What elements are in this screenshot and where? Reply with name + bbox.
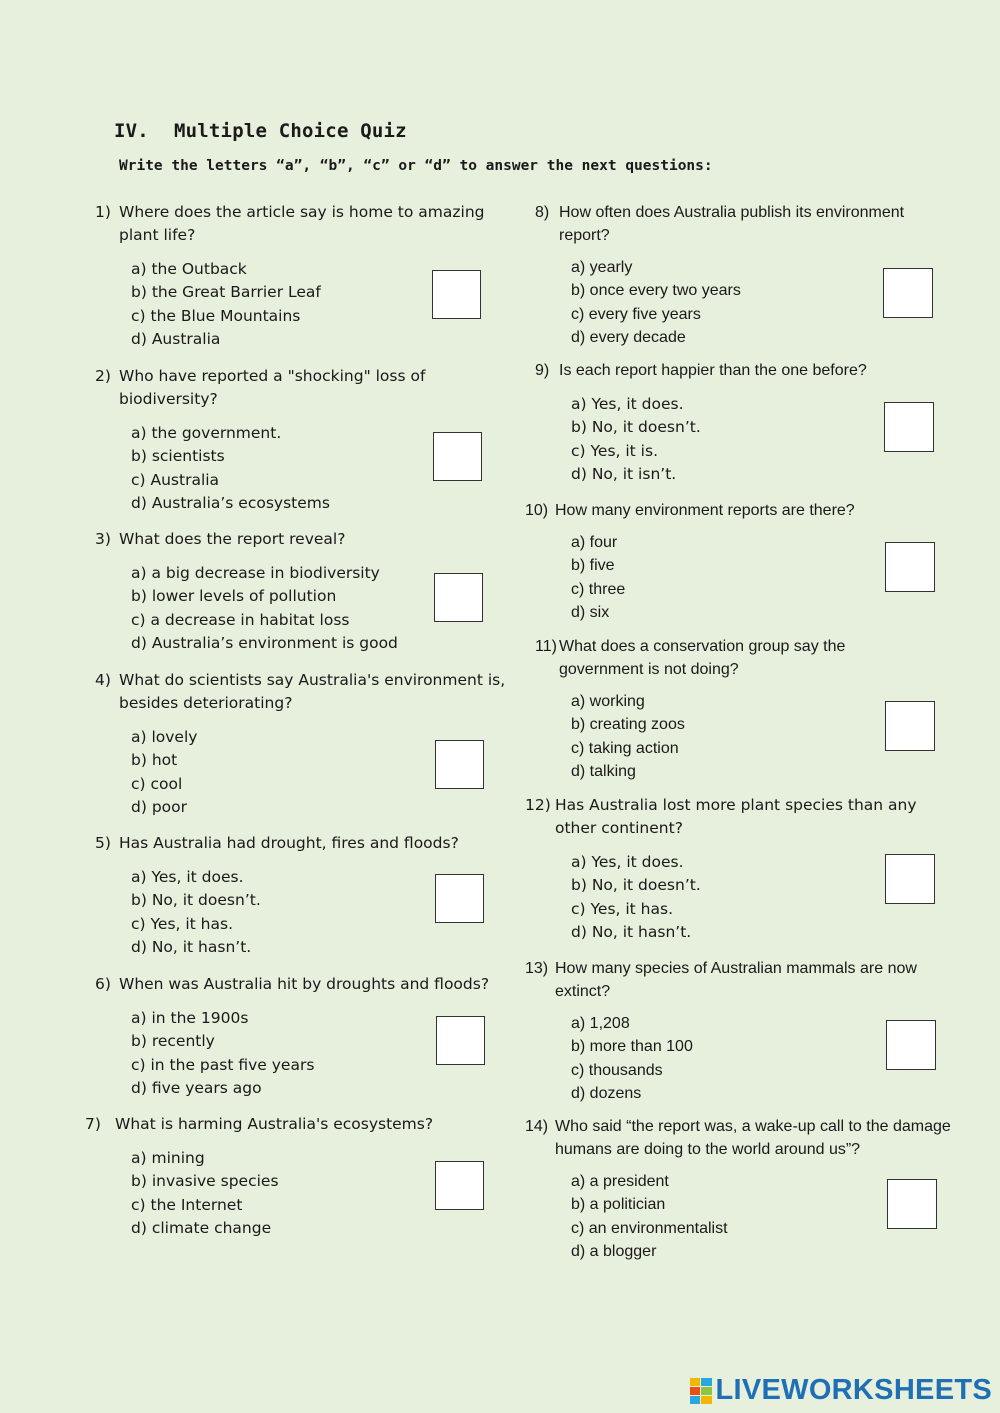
question-text: How many species of Australian mammals are now extinct? bbox=[555, 960, 917, 1000]
question-text: Where does the article say is home to amazing plant life? bbox=[119, 203, 485, 244]
option-b: b) No, it doesn’t. bbox=[571, 418, 701, 437]
question-number: 14) bbox=[525, 1118, 549, 1135]
option-a: a) the Outback bbox=[131, 260, 247, 278]
answer-box-11[interactable] bbox=[885, 701, 935, 751]
option-b: b) the Great Barrier Leaf bbox=[131, 283, 321, 302]
question-number: 3) bbox=[95, 530, 111, 548]
option-d: d) talking bbox=[571, 762, 636, 780]
option-d: d) six bbox=[571, 603, 610, 621]
liveworksheets-logo bbox=[690, 1374, 993, 1407]
answer-box-9[interactable] bbox=[884, 402, 934, 452]
question-10 bbox=[525, 499, 945, 624]
option-c: c) three bbox=[571, 580, 626, 598]
question-number: 6) bbox=[95, 975, 111, 993]
question-number: 7) bbox=[85, 1115, 101, 1133]
option-b: b) No, it doesn’t. bbox=[571, 876, 701, 895]
question-text: How often does Australia publish its environment report? bbox=[559, 204, 905, 244]
question-number: 5) bbox=[95, 834, 111, 852]
question-text: Who said “the report was, a wake-up call to the damage humans are doing to the world around us”? bbox=[555, 1118, 951, 1158]
question-number: 12) bbox=[525, 796, 551, 814]
question-number: 9) bbox=[535, 362, 550, 379]
option-a: a) Yes, it does. bbox=[571, 853, 684, 871]
option-c: c) Yes, it has. bbox=[571, 899, 674, 918]
section-number: IV. bbox=[114, 120, 149, 142]
answer-box-10[interactable] bbox=[885, 542, 935, 592]
answer-box-2[interactable] bbox=[433, 432, 482, 481]
option-a: a) a big decrease in biodiversity bbox=[131, 564, 380, 582]
section-heading bbox=[114, 120, 407, 142]
option-c: c) cool bbox=[131, 774, 183, 793]
option-c: c) in the past five years bbox=[131, 1055, 315, 1074]
option-a: a) 1,208 bbox=[571, 1015, 630, 1032]
option-b: b) recently bbox=[131, 1032, 215, 1051]
answer-box-7[interactable] bbox=[435, 1161, 484, 1210]
question-text: Has Australia lost more plant species than any other continent? bbox=[555, 796, 917, 837]
option-a: a) a president bbox=[571, 1173, 669, 1190]
answer-box-8[interactable] bbox=[883, 268, 933, 318]
question-text: How many environment reports are there? bbox=[555, 502, 855, 519]
answer-box-14[interactable] bbox=[887, 1179, 937, 1229]
option-a: a) the government. bbox=[131, 424, 282, 442]
question-text: Who have reported a "shocking" loss of biodiversity? bbox=[119, 367, 426, 408]
option-d: d) a blogger bbox=[571, 1242, 657, 1260]
option-b: b) invasive species bbox=[131, 1172, 279, 1191]
option-d: d) Australia bbox=[131, 329, 221, 348]
option-c: c) Yes, it has. bbox=[131, 914, 234, 933]
option-c: c) a decrease in habitat loss bbox=[131, 610, 350, 629]
option-c: c) the Blue Mountains bbox=[131, 306, 301, 325]
option-b: b) a politician bbox=[571, 1196, 666, 1214]
option-d: d) dozens bbox=[571, 1084, 642, 1102]
question-11 bbox=[535, 635, 895, 783]
question-2 bbox=[95, 365, 435, 515]
question-number: 8) bbox=[535, 204, 550, 221]
option-d: d) climate change bbox=[131, 1218, 272, 1237]
option-b: b) No, it doesn’t. bbox=[131, 891, 261, 910]
liveworksheets-logo-icon bbox=[690, 1378, 712, 1404]
answer-box-4[interactable] bbox=[435, 740, 484, 789]
option-c: c) taking action bbox=[571, 739, 679, 757]
answer-box-12[interactable] bbox=[885, 854, 935, 904]
option-d: d) Australia’s ecosystems bbox=[131, 493, 330, 512]
answer-box-13[interactable] bbox=[886, 1020, 936, 1070]
option-c: c) Yes, it is. bbox=[571, 441, 658, 460]
option-b: b) lower levels of pollution bbox=[131, 587, 337, 606]
question-text: What do scientists say Australia's environment is, besides deteriorating? bbox=[119, 671, 506, 712]
option-a: a) Yes, it does. bbox=[131, 868, 244, 886]
logo-text: LIVEWORKSHEETS bbox=[715, 1374, 992, 1406]
option-b: b) once every two years bbox=[571, 282, 741, 300]
option-c: c) an environmentalist bbox=[571, 1219, 728, 1237]
option-a: a) yearly bbox=[571, 259, 633, 276]
option-a: a) working bbox=[571, 693, 645, 710]
option-d: d) Australia’s environment is good bbox=[131, 633, 398, 652]
option-b: b) more than 100 bbox=[571, 1038, 693, 1056]
option-b: b) scientists bbox=[131, 447, 225, 466]
question-number: 11) bbox=[535, 638, 557, 655]
question-text: When was Australia hit by droughts and floods? bbox=[119, 975, 490, 993]
option-c: c) the Internet bbox=[131, 1195, 243, 1214]
option-d: d) five years ago bbox=[131, 1078, 262, 1097]
question-number: 10) bbox=[525, 502, 549, 519]
question-text: What does the report reveal? bbox=[119, 530, 346, 548]
option-c: c) every five years bbox=[571, 305, 701, 323]
option-a: a) Yes, it does. bbox=[571, 395, 684, 413]
option-d: d) poor bbox=[131, 797, 187, 816]
option-a: a) four bbox=[571, 534, 618, 551]
instructions: Write the letters “a”, “b”, “c” or “d” to answer the next questions: bbox=[119, 158, 713, 174]
option-c: c) Australia bbox=[131, 470, 220, 489]
answer-box-5[interactable] bbox=[435, 874, 484, 923]
answer-box-1[interactable] bbox=[432, 270, 481, 319]
question-number: 1) bbox=[95, 203, 111, 221]
question-12 bbox=[525, 794, 935, 944]
question-number: 13) bbox=[525, 960, 549, 977]
question-text: Is each report happier than the one before? bbox=[559, 362, 867, 379]
question-text: Has Australia had drought, fires and floods? bbox=[119, 834, 459, 852]
option-a: a) lovely bbox=[131, 728, 198, 746]
question-number: 2) bbox=[95, 367, 111, 385]
option-c: c) thousands bbox=[571, 1061, 663, 1079]
option-d: d) every decade bbox=[571, 328, 686, 346]
option-a: a) mining bbox=[131, 1149, 205, 1167]
option-b: b) five bbox=[571, 557, 615, 575]
question-number: 4) bbox=[95, 671, 111, 689]
option-d: d) No, it hasn’t. bbox=[131, 937, 252, 956]
section-title: Multiple Choice Quiz bbox=[174, 120, 407, 142]
question-text: What does a conservation group say the government is not doing? bbox=[559, 638, 846, 678]
option-a: a) in the 1900s bbox=[131, 1009, 249, 1027]
question-text: What is harming Australia's ecosystems? bbox=[115, 1115, 434, 1133]
option-d: d) No, it isn’t. bbox=[571, 464, 677, 483]
answer-box-3[interactable] bbox=[434, 573, 483, 622]
option-d: d) No, it hasn’t. bbox=[571, 922, 692, 941]
answer-box-6[interactable] bbox=[436, 1016, 485, 1065]
option-b: b) creating zoos bbox=[571, 716, 685, 734]
option-b: b) hot bbox=[131, 751, 178, 770]
